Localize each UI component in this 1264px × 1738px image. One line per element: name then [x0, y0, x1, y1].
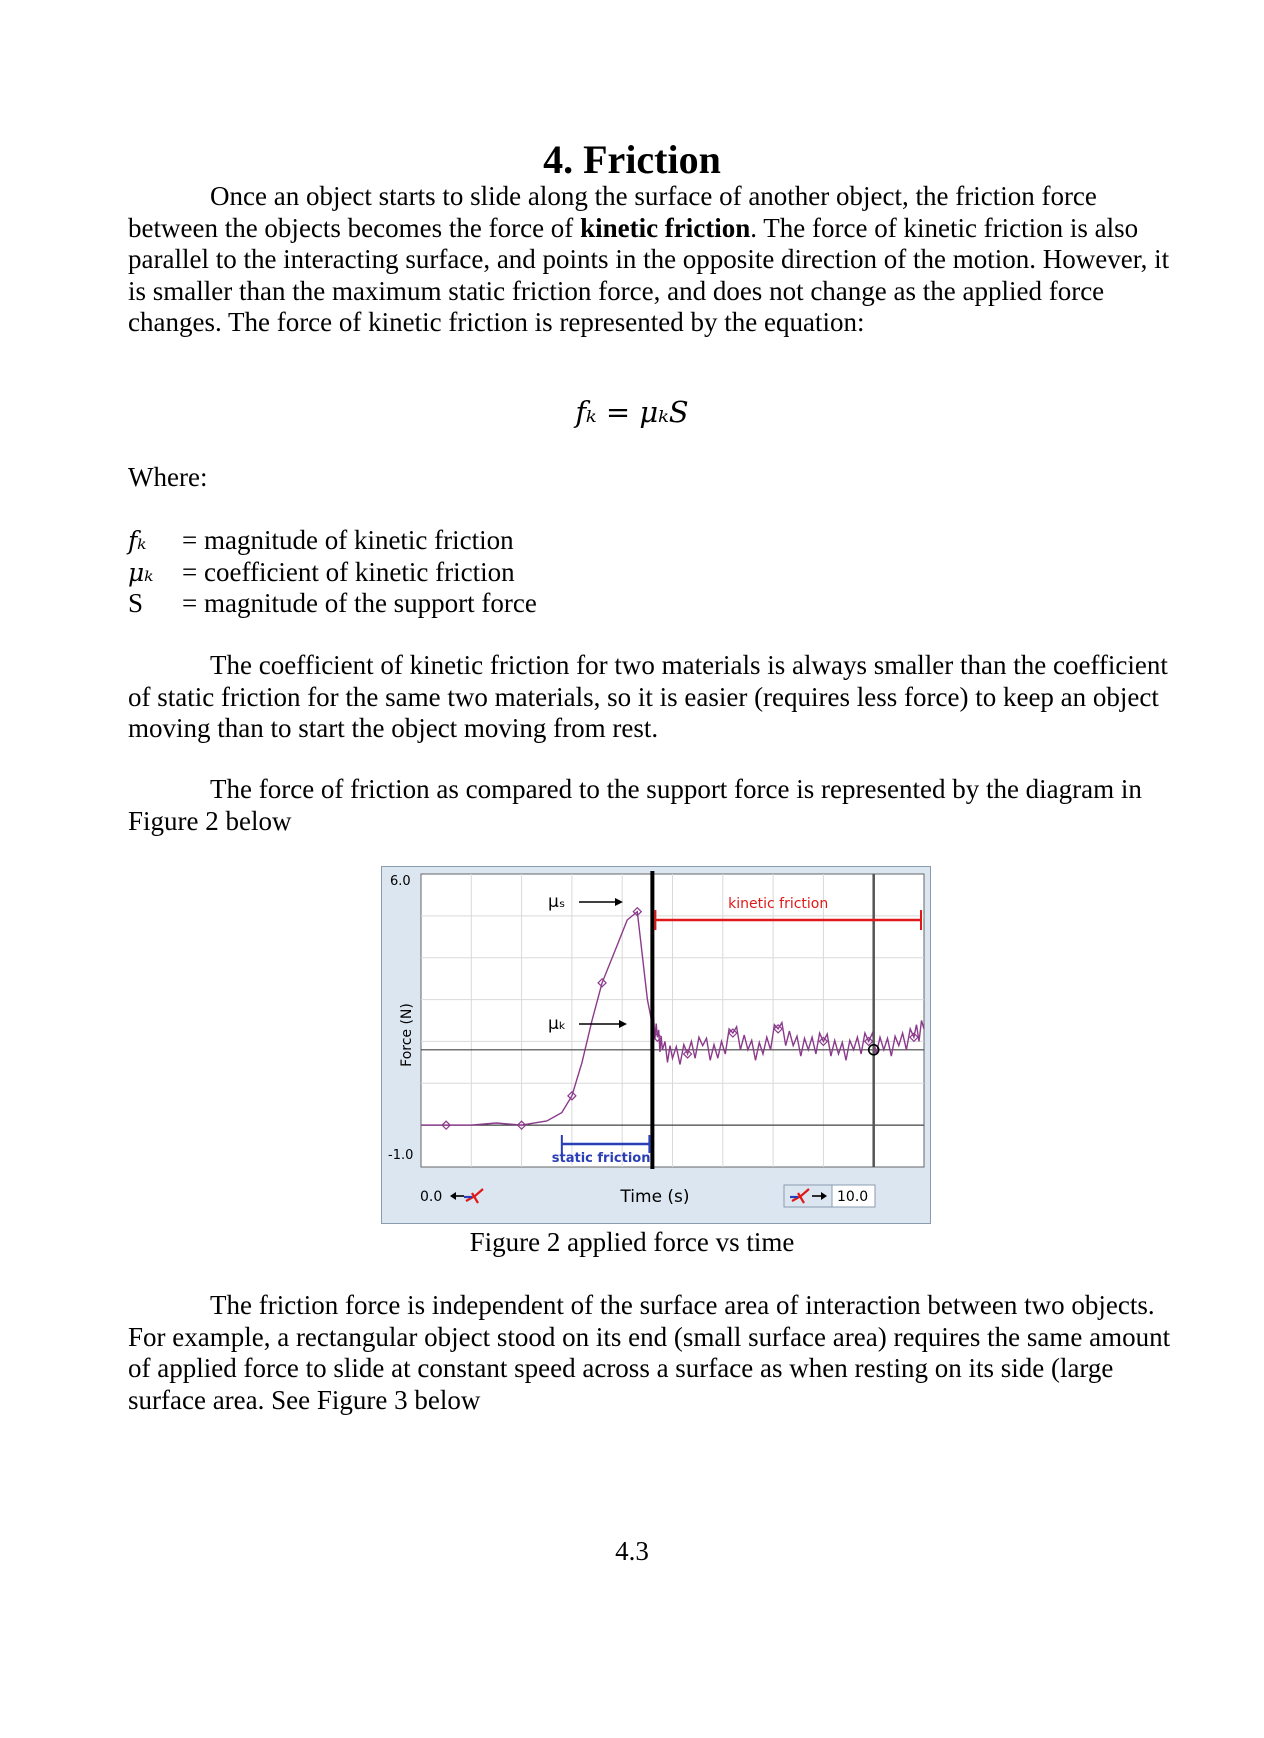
page-title: 4. Friction	[543, 137, 721, 182]
y-axis-label: Force (N)	[399, 1003, 415, 1067]
force-time-chart	[382, 867, 930, 1223]
definition-text: = coefficient of kinetic friction	[182, 556, 515, 587]
kinetic-friction-term: kinetic friction	[580, 212, 751, 243]
kinetic-friction-label: kinetic friction	[728, 896, 829, 913]
mu-s-label: μₛ	[548, 892, 566, 912]
x-tick-max: 10.0	[837, 1189, 869, 1205]
definition-text: = magnitude of the support force	[182, 588, 537, 618]
y-tick-max: 6.0	[390, 874, 411, 889]
figure-2-chart	[381, 866, 931, 1224]
intro-text-2: . The force of kinetic friction is also parallel to the interacting surface, and points in the opposite direction of the motion. However, it is smaller than the maximum static friction force, and does not change as the applied force changes. The force of kinetic friction is represented by the equation:	[128, 212, 1170, 337]
figure-reference-paragraph: The force of friction as compared to the support force is represented by the diagram in Figure 2 below	[128, 774, 1142, 836]
intro-text-1: Once an object starts to slide along the surface of another object, the friction force between the objects becomes the force of	[128, 181, 1097, 243]
definition-row	[128, 525, 537, 557]
scroll-left-icon[interactable]	[450, 1189, 483, 1203]
static-friction-label: static friction	[551, 1150, 651, 1166]
where-label: Where:	[128, 462, 208, 492]
figure-caption: Figure 2 applied force vs time	[469, 1227, 795, 1257]
definition-symbol: S	[128, 588, 144, 618]
page-number: 4.3	[615, 1536, 649, 1566]
definition-symbol: μₖ	[128, 557, 154, 587]
intro-paragraph	[128, 181, 1178, 339]
x-axis-label: Time (s)	[620, 1187, 690, 1207]
coefficient-paragraph: The coefficient of kinetic friction for two materials is always smaller than the coefficient of static friction for the same two materials, so it is easier (requires less force) to keep an object moving than to start the object moving from rest.	[128, 650, 1168, 743]
surface-area-paragraph: The friction force is independent of the surface area of interaction between two objects. For example, a rectangular object stood on its end (small surface area) requires the same amount of applied force to slide at constant speed across a surface as when resting on its side (large surface area. See Figure 3 below	[128, 1290, 1171, 1415]
definition-row	[128, 588, 537, 620]
definition-text: = magnitude of kinetic friction	[182, 525, 514, 555]
definitions-list	[128, 525, 537, 620]
kinetic-friction-equation: fₖ = μₖS	[575, 395, 689, 429]
definition-row	[128, 557, 537, 589]
x-tick-min: 0.0	[420, 1189, 443, 1205]
y-tick-min: -1.0	[388, 1148, 414, 1163]
definition-symbol: fₖ	[128, 526, 147, 555]
mu-k-label: μₖ	[548, 1014, 567, 1034]
